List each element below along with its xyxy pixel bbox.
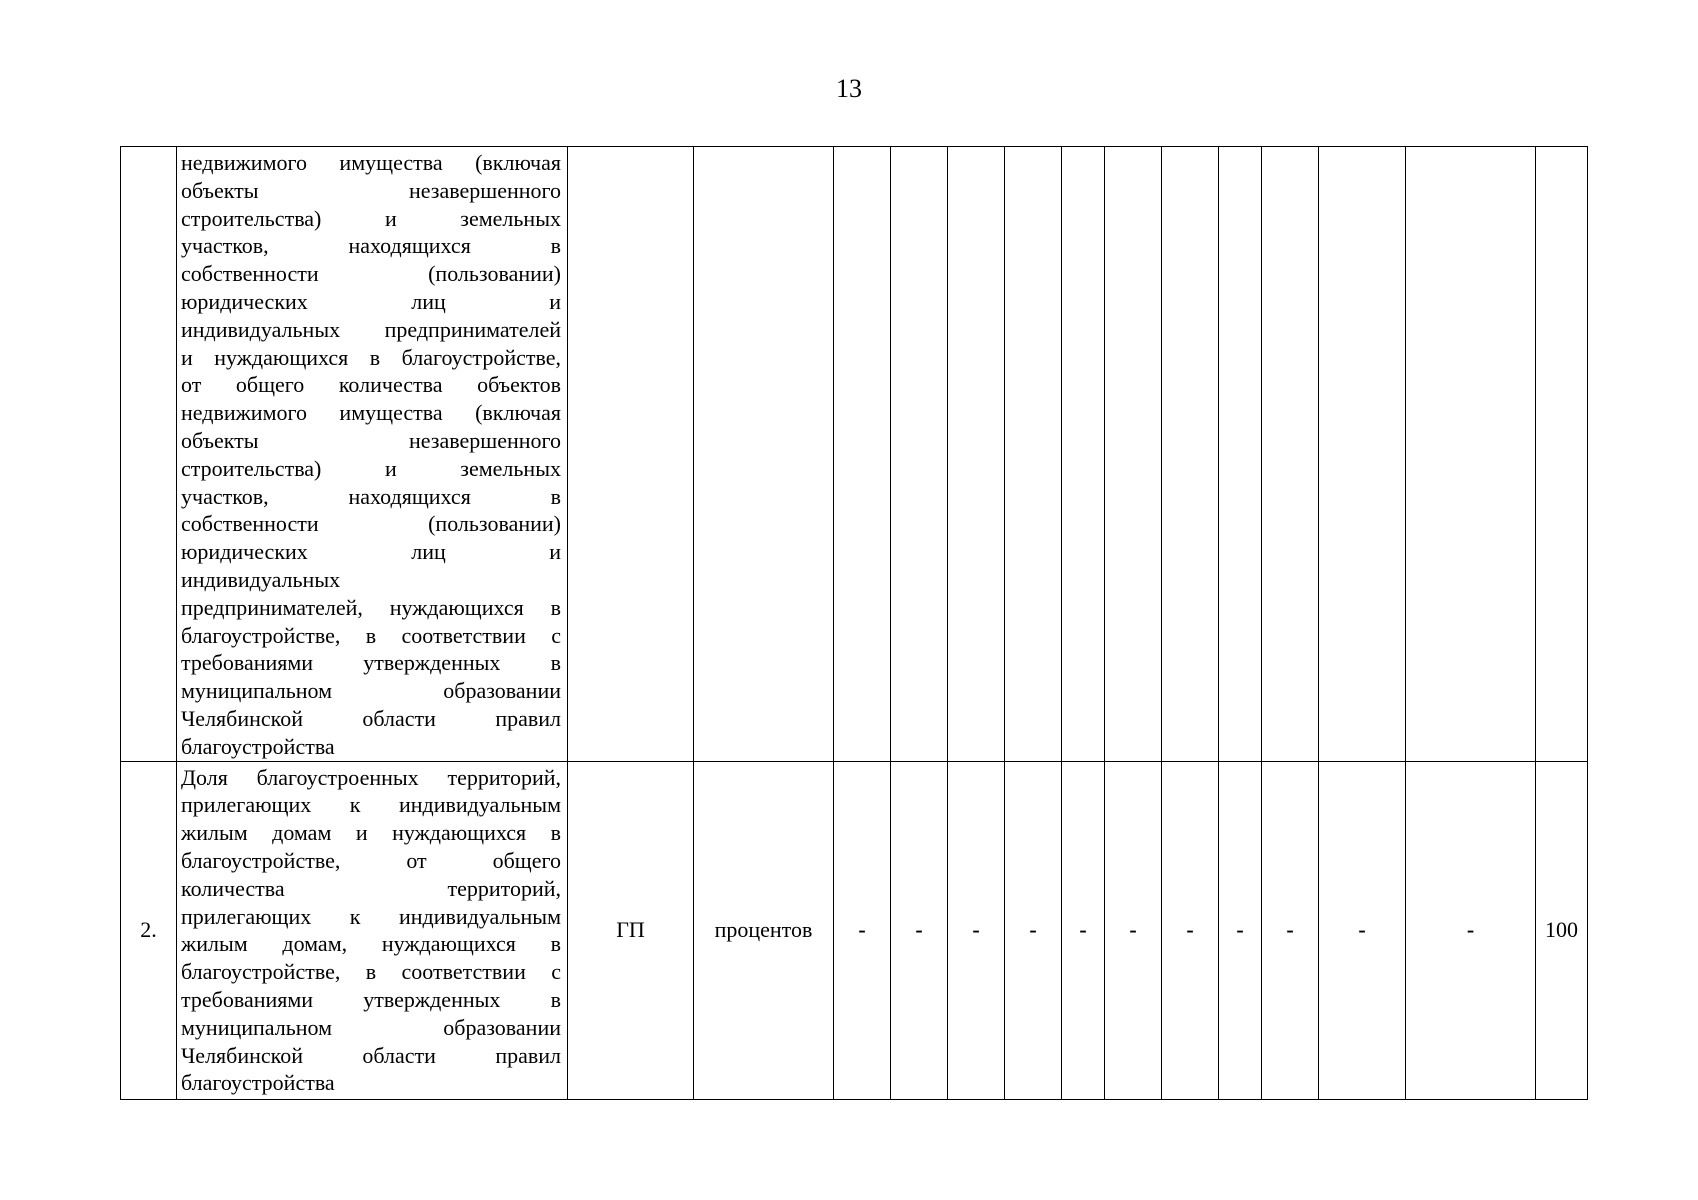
- indicator-description: [177, 761, 568, 1099]
- description-line: предпринимателей, нуждающихся в: [181, 594, 561, 620]
- unit-cell: процентов: [694, 761, 834, 1099]
- description-line: Челябинской области правил: [181, 1042, 561, 1068]
- value-cell-target: 100: [1536, 761, 1588, 1099]
- description-line: юридических лиц и: [181, 288, 561, 314]
- value-cell: [1105, 147, 1162, 762]
- value-cell: -: [1219, 761, 1262, 1099]
- description-line: и нуждающихся в благоустройстве,: [181, 344, 561, 370]
- row-number: 2.: [121, 761, 177, 1099]
- description-line: благоустройства: [181, 733, 335, 759]
- description-line: объекты незавершенного: [181, 177, 561, 203]
- value-cell-target: [1536, 147, 1588, 762]
- description-line: благоустройства: [181, 1070, 335, 1096]
- program-cell: ГП: [568, 761, 694, 1099]
- description-line: благоустройстве, в соответствии с: [181, 959, 561, 985]
- value-cell: -: [1162, 761, 1219, 1099]
- value-cell: [1262, 147, 1319, 762]
- value-cell: -: [1105, 761, 1162, 1099]
- value-cell: -: [1319, 761, 1406, 1099]
- value-cell: [1005, 147, 1062, 762]
- value-cell: [948, 147, 1005, 762]
- unit-cell: [694, 147, 834, 762]
- description-line: прилегающих к индивидуальным: [181, 792, 561, 818]
- description-line: требованиями утвержденных в: [181, 650, 561, 676]
- description-line: муниципальном образовании: [181, 678, 561, 704]
- description-line: требованиями утвержденных в: [181, 986, 561, 1012]
- description-line: участков, находящихся в: [181, 483, 561, 509]
- description-line: недвижимого имущества (включая: [181, 400, 561, 426]
- value-cell: [1162, 147, 1219, 762]
- description-line: недвижимого имущества (включая: [181, 150, 561, 175]
- value-cell: -: [1406, 761, 1536, 1099]
- page-number: 13: [836, 74, 862, 103]
- value-cell: [891, 147, 948, 762]
- table-row: [121, 761, 1588, 1099]
- description-line: муниципальном образовании: [181, 1014, 561, 1040]
- description-line: строительства) и земельных: [181, 455, 561, 481]
- description-line: юридических лиц и: [181, 539, 561, 565]
- description-line: индивидуальных: [181, 566, 341, 592]
- description-line: от общего количества объектов: [181, 372, 561, 398]
- description-line: строительства) и земельных: [181, 205, 561, 231]
- description-line: собственности (пользовании): [181, 261, 561, 287]
- description-line: собственности (пользовании): [181, 511, 561, 537]
- description-line: благоустройстве, в соответствии с: [181, 622, 561, 648]
- value-cell: -: [891, 761, 948, 1099]
- description-line: благоустройстве, от общего: [181, 847, 561, 873]
- description-line: жилым домам и нуждающихся в: [181, 820, 561, 846]
- program-cell: [568, 147, 694, 762]
- value-cell: -: [948, 761, 1005, 1099]
- value-cell: [1062, 147, 1105, 762]
- description-line: прилегающих к индивидуальным: [181, 903, 561, 929]
- table-row: [121, 147, 1588, 762]
- description-line: участков, находящихся в: [181, 233, 561, 259]
- row-number: [121, 147, 177, 762]
- description-line: Доля благоустроенных территорий,: [181, 764, 561, 790]
- value-cell: [1219, 147, 1262, 762]
- value-cell: -: [1005, 761, 1062, 1099]
- value-cell: [1406, 147, 1536, 762]
- indicator-description: [177, 147, 568, 762]
- value-cell: -: [1062, 761, 1105, 1099]
- description-line: Челябинской области правил: [181, 705, 561, 731]
- description-line: индивидуальных предпринимателей: [181, 316, 561, 342]
- value-cell: [834, 147, 891, 762]
- description-line: жилым домам, нуждающихся в: [181, 931, 561, 957]
- indicators-table: [120, 146, 1588, 1100]
- description-line: количества территорий,: [181, 875, 561, 901]
- value-cell: -: [1262, 761, 1319, 1099]
- description-line: объекты незавершенного: [181, 427, 561, 453]
- value-cell: [1319, 147, 1406, 762]
- value-cell: -: [834, 761, 891, 1099]
